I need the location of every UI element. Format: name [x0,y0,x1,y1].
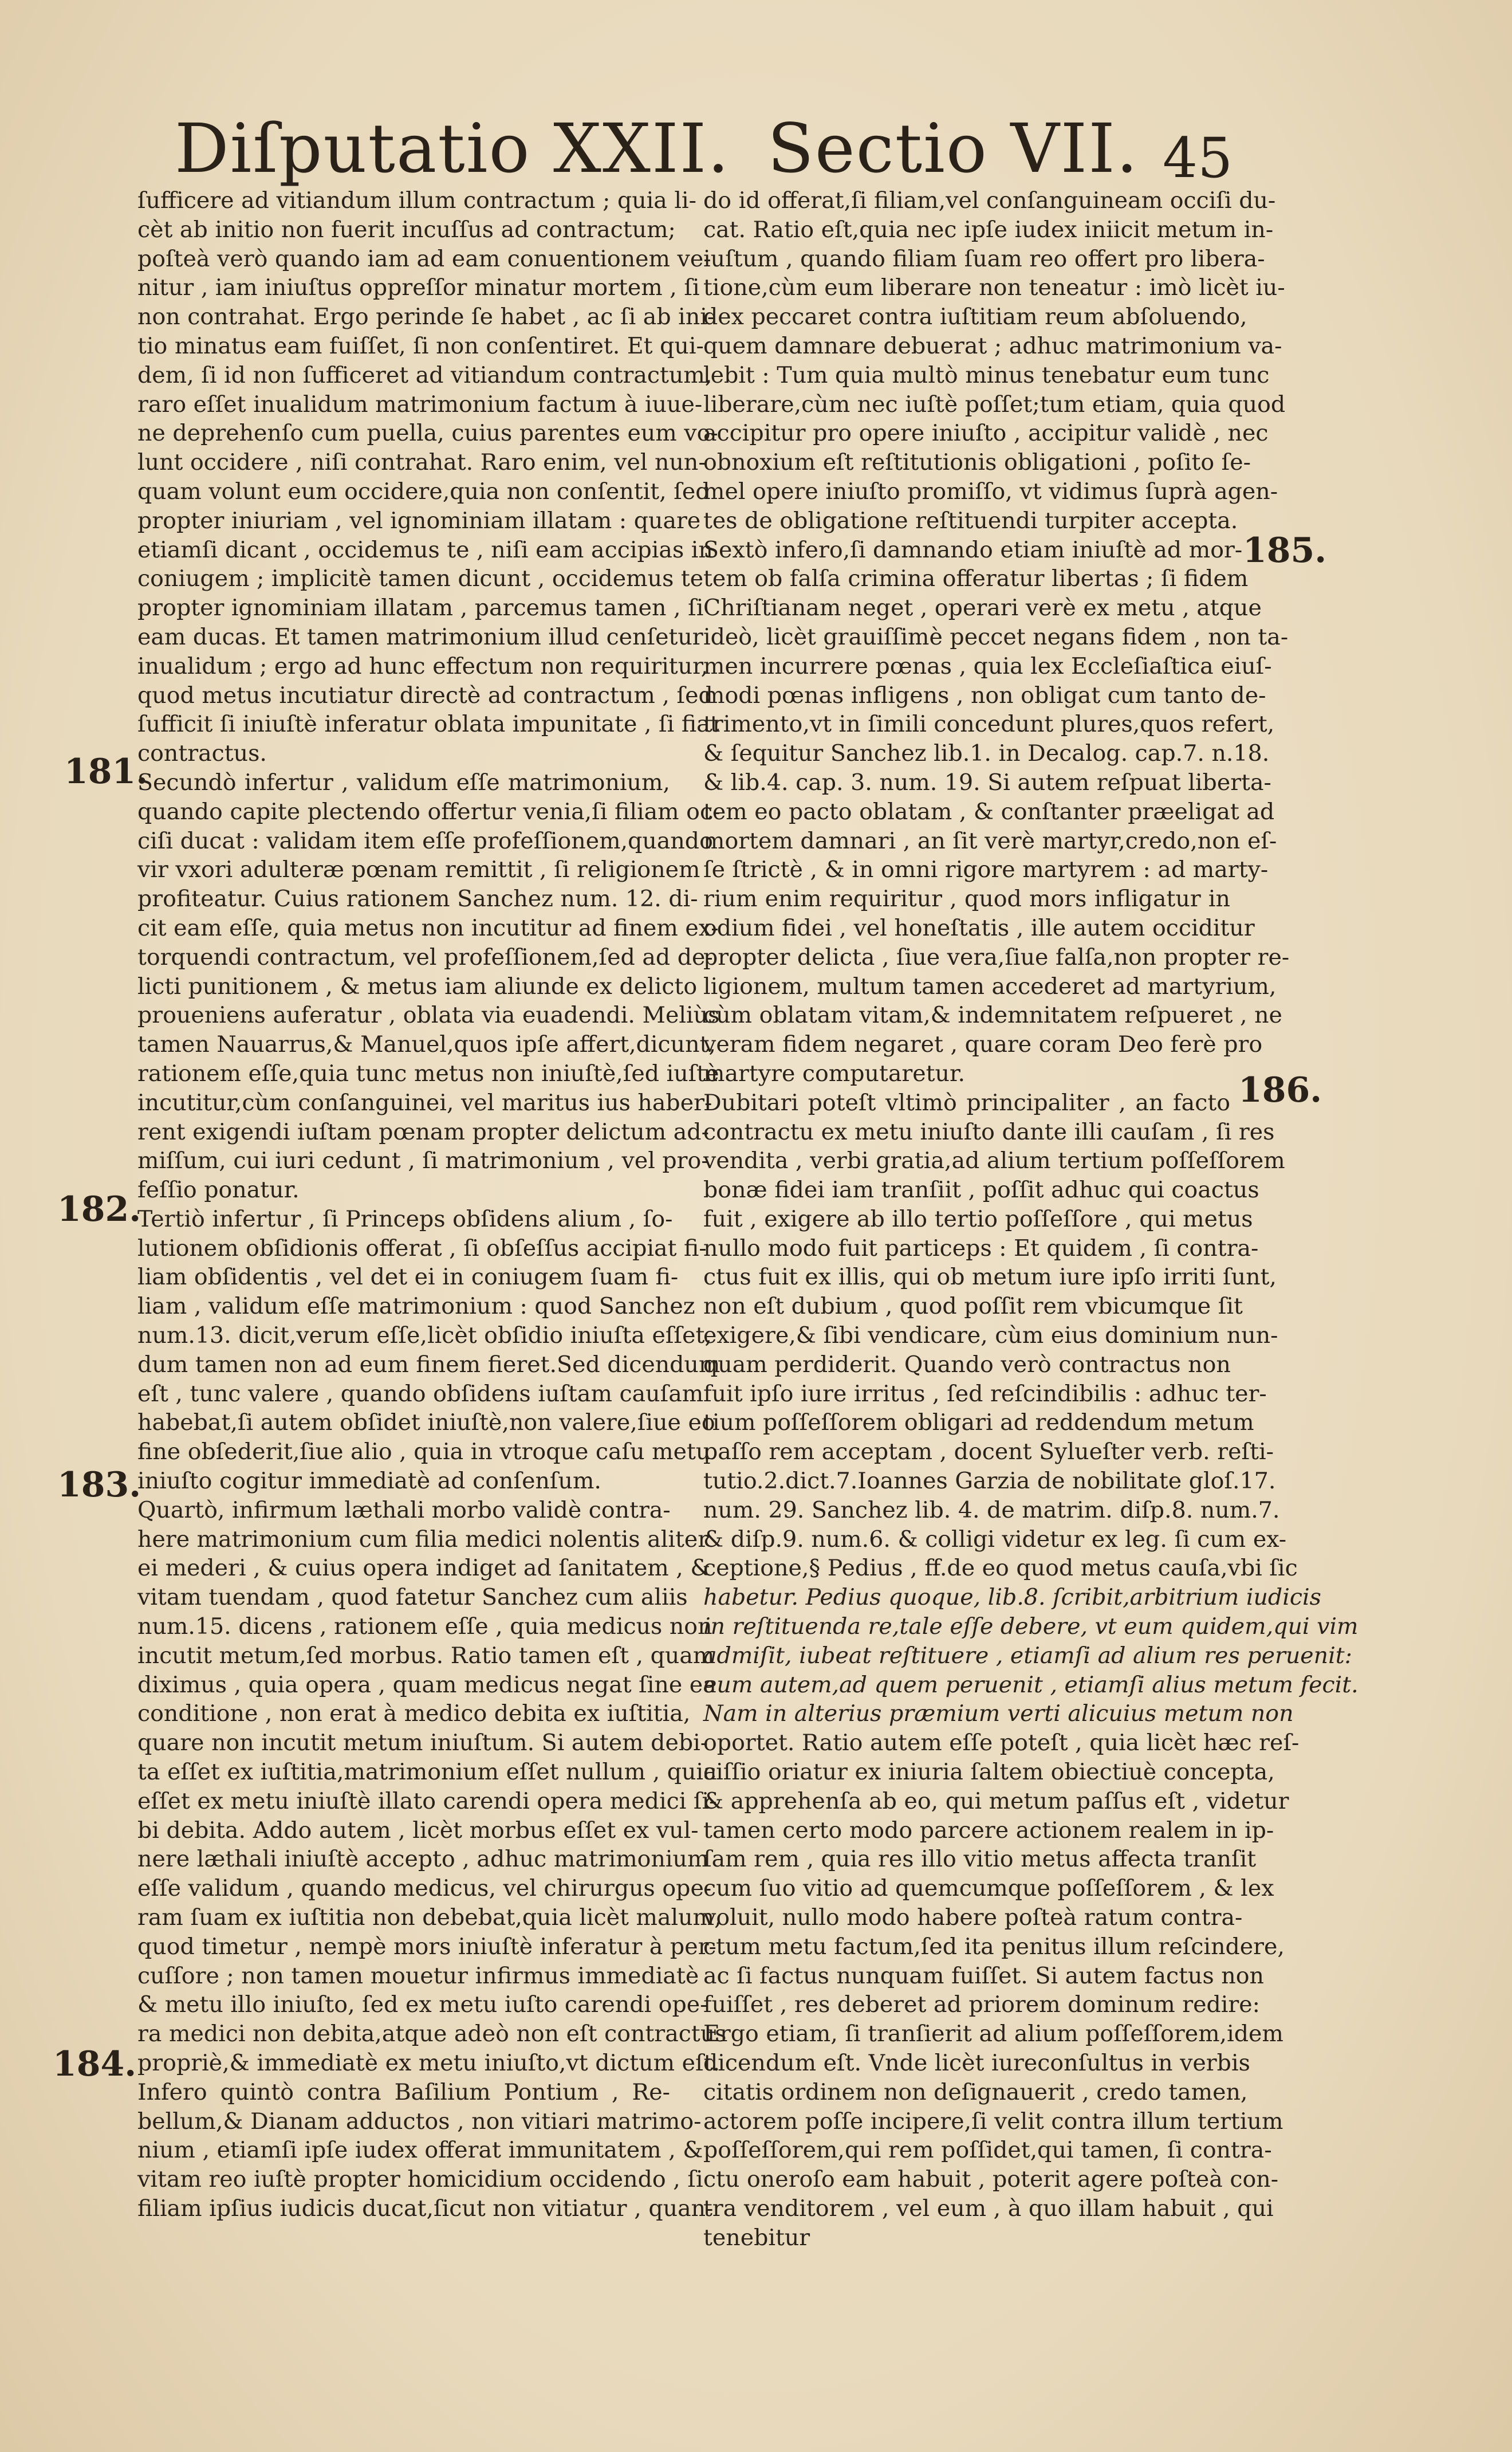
text-line: quam volunt eum occidere,quia non conſentit, ſed [137,478,710,505]
text-line: ſufficere ad vitiandum illum contractum ; quia li- [137,187,697,214]
text-line: vitam tuendam , quod fatetur Sanchez cum aliis [137,1584,688,1611]
text-line: & apprehenſa ab eo, qui metum paſſus eſt , videtur [703,1787,1289,1814]
text-line: lebit : Tum quia multò minus tenebatur eum tunc [703,361,1270,388]
text-line: ei mederi , & cuius opera indiget ad ſanitatem , & [137,1555,711,1582]
text-line: licti punitionem , & metus iam aliunde ex delicto [137,973,698,1000]
text-line: do id offerat,ſi filiam,vel conſanguineam occiſi du- [703,187,1276,214]
text-line: liam obſidentis , vel det ei in coniugem ſuam fi- [137,1264,679,1291]
text-line: contractus. [137,740,267,767]
text-line: ciſi ducat : validam item eſſe profeſſionem,quando [137,827,713,854]
text-line: eam ducas. Et tamen matrimonium illud cenſetur [137,623,703,650]
text-line: citatis ordinem non deſignauerit , credo tamen, [703,2078,1248,2105]
text-line: ideò, licèt grauiſſimè peccet negans fidem , non ta- [703,623,1289,650]
text-line: modi pœnas infligens , non obligat cum tanto de- [703,682,1266,709]
text-line: Dubitari poteſt vltimò principaliter , an facto [703,1089,1230,1116]
text-line: exigere,& ſibi vendicare, cùm eius dominium nun- [703,1322,1278,1349]
text-line: tra venditorem , vel eum , à quo illam habuit , qui [703,2195,1274,2222]
text-line: diximus , quia opera , quam medicus negat ſine ea [137,1671,716,1698]
text-line: propter ignominiam illatam , parcemus tamen , ſi [137,595,704,622]
text-line: ctum metu factum,ſed ita penitus illum reſcindere, [703,1933,1285,1960]
text-line: tem eo pacto oblatam , & conſtanter præeligat ad [703,798,1275,825]
text-line: ta eſſet ex iuſtitia,matrimonium eſſet nullum , quia [137,1759,717,1786]
text-line: dex peccaret contra iuſtitiam reum abſoluendo, [703,304,1247,331]
text-line: eſt , tunc valere , quando obſidens iuſtam cauſam [137,1380,704,1407]
text-line: rium enim requiritur , quod mors infligatur in [703,886,1230,913]
text-line: ne deprehenſo cum puella, cuius parentes eum vo- [137,420,718,447]
text-line: vir vxori adulteræ pœnam remittit , ſi religionem [137,856,700,883]
text-line: torquendi contractum, vel profeſſionem,ſed ad de- [137,944,713,970]
text-line: conditione , non erat à medico debita ex iuſtitia, [137,1700,691,1727]
text-line: ra medici non debita,atque adeò non eſt contractus [137,2021,727,2048]
text-line: here matrimonium cum filia medici nolentis aliter [137,1526,709,1553]
text-line: mortem damnari , an ſit verè martyr,credo,non eſ- [703,827,1277,854]
margin-number-181: 181. [64,752,148,792]
text-line: ciſſio oriatur ex iniuria ſaltem obiectiuè concepta, [703,1759,1275,1786]
text-line: ſe ſtrictè , & in omni rigore martyrem : ad marty- [703,856,1269,883]
text-line: incutitur,cùm conſanguinei, vel maritus ius haber- [137,1089,712,1116]
text-line: num.13. dicit,verum eſſe,licèt obſidio iniuſta eſſet, [137,1322,712,1349]
page-number: 45 [1163,126,1233,190]
text-line: & diſp.9. num.6. & colligi videtur ex leg. ſi cum ex- [703,1526,1287,1553]
text-line: raro eſſet inualidum matrimonium factum à iuue- [137,391,703,418]
text-line: quod metus incutiatur directè ad contractum , ſed [137,682,713,709]
text-line: quem damnare debuerat ; adhuc matrimonium va- [703,332,1282,359]
text-line: profiteatur. Cuius rationem Sanchez num. 12. di- [137,886,698,913]
text-line: Ergo etiam, ſi tranſierit ad alium poſſeſſorem,idem [703,2021,1283,2048]
text-line: cuſſore ; non tamen mouetur infirmus immediatè [137,1962,699,1989]
text-line: admiſit, iubeat reſtituere , etiamſi ad alium res peruenit: [703,1642,1352,1669]
text-line: tium poſſeſſorem obligari ad reddendum metum [703,1409,1254,1436]
text-line: tione,cùm eum liberare non teneatur : imò licèt iu- [703,274,1285,301]
text-line: dicendum eſt. Vnde licèt iureconſultus in verbis [703,2050,1250,2076]
section-title: Sectio VII. [767,109,1139,188]
text-line: iuſtum , quando filiam ſuam reo offert pro libera- [703,245,1265,272]
disputation-title: Diſputatio XXII. [175,109,730,188]
text-line: incutit metum,ſed morbus. Ratio tamen eſt , quam [137,1642,715,1669]
text-line: liberare,cùm nec iuſtè poſſet;tum etiam, quia quod [703,391,1286,418]
text-line: cit eam eſſe, quia metus non incutitur ad finem ex- [137,914,719,941]
text-line: & lib.4. cap. 3. num. 19. Si autem reſpuat liberta- [703,769,1271,796]
text-line: propter iniuriam , vel ignominiam illatam : quare [137,507,701,534]
text-line: inualidum ; ergo ad hunc effectum non requiritur, [137,653,708,679]
text-line: cèt ab initio non fuerit incuſſus ad contractum; [137,216,676,243]
text-line: vitam reo iuſtè propter homicidium occidendo , ſi [137,2166,703,2193]
text-line: oportet. Ratio autem eſſe poteſt , quia licèt hæc reſ- [703,1730,1300,1757]
text-line: contractu ex metu iniuſto dante illi cauſam , ſi res [703,1118,1275,1145]
text-line: dum tamen non ad eum finem fieret.Sed dicendum [137,1351,720,1378]
text-line: martyre computaretur. [703,1060,966,1087]
text-line: ſam rem , quia res illo vitio metus affecta tranſit [703,1846,1257,1873]
text-line: Tertiò infertur , ſi Princeps obſidens alium , ſo- [137,1205,673,1232]
text-line: Chriſtianam neget , operari verè ex metu , atque [703,595,1262,622]
left-text-column [137,186,727,2223]
text-line: Secundò infertur , validum eſſe matrimonium, [137,769,670,796]
text-line: Infero quintò contra Baſilium Pontium , Re- [137,2078,670,2105]
text-line: num.15. dicens , rationem eſſe , quia medicus non [137,1613,712,1640]
text-line: Nam in alterius præmium verti alicuius metum non [703,1700,1294,1727]
text-line: nitur , iam iniuſtus oppreſſor minatur mortem , ſi [137,274,700,301]
text-line: poſteà verò quando iam ad eam conuentionem ve- [137,245,711,272]
text-line: fuit ipſo iure irritus , ſed reſcindibilis : adhuc ter- [703,1380,1267,1407]
text-line: quare non incutit metum iniuſtum. Si autem debi- [137,1730,708,1757]
text-line: eſſe validum , quando medicus, vel chirurgus ope- [137,1875,712,1902]
text-line: cat. Ratio eſt,quia nec ipſe iudex iniicit metum in- [703,216,1274,243]
text-line: eſſet ex metu iniuſtè illato carendi opera medici ſi- [137,1787,717,1814]
text-line: tamen certo modo parcere actionem realem in ip- [703,1817,1274,1844]
margin-number-183: 183. [57,1465,141,1505]
text-line: liam , validum eſſe matrimonium : quod Sanchez [137,1293,695,1320]
text-line: coniugem ; implicitè tamen dicunt , occidemus te [137,565,704,592]
text-line: non contrahat. Ergo perinde ſe habet , ac ſi ab ini- [137,304,715,331]
text-line: tenebitur [703,2224,810,2251]
text-line: quam perdiderit. Quando verò contractus non [703,1351,1231,1378]
text-line: ſufficit ſi iniuſtè inferatur oblata impunitate , ſi fiat [137,711,719,738]
text-line: dem, ſi id non ſufficeret ad vitiandum contractum, [137,361,712,388]
text-line: men incurrere pœnas , quia lex Eccleſiaſtica eiuſ- [703,653,1272,679]
text-line: tio minatus eam fuiſſet, ſi non conſentiret. Et qui- [137,332,704,359]
text-line: accipitur pro opere iniuſto , accipitur validè , nec [703,420,1269,447]
text-line: Sextò infero,ſi damnando etiam iniuſtè ad mor- [703,536,1243,563]
text-line: rent exigendi iuſtam pœnam propter delictum ad- [137,1118,709,1145]
text-line: quod timetur , nempè mors iniuſtè inferatur à per- [137,1933,716,1960]
text-line: proueniens auferatur , oblata via euadendi. Meliùs [137,1002,720,1029]
text-line: propriè,& immediatè ex metu iniuſto,vt dictum eſt. [137,2050,720,2076]
text-line: cum ſuo vitio ad quemcumque poſſeſſorem , & lex [703,1875,1274,1902]
text-line: fuit , exigere ab illo tertio poſſeſſore , qui metus [703,1205,1253,1232]
text-line: nullo modo fuit particeps : Et quidem , ſi contra- [703,1235,1259,1262]
text-line: etiamſi dicant , occidemus te , niſi eam accipias in [137,536,713,563]
text-line: habebat,ſi autem obſidet iniuſtè,non valere,ſiue eo [137,1409,715,1436]
text-line: eum autem,ad quem peruenit , etiamſi alius metum fecit. [703,1671,1359,1698]
text-line: & ſequitur Sanchez lib.1. in Decalog. cap.7. n.18. [703,740,1270,767]
text-line: lutionem obſidionis offerat , ſi obſeſſus accipiat fi- [137,1235,707,1262]
text-line: bi debita. Addo autem , licèt morbus eſſet ex vul- [137,1817,699,1844]
text-line: bonæ fidei iam tranſiit , poſſit adhuc qui coactus [703,1177,1259,1204]
text-line: tes de obligatione reſtituendi turpiter accepta. [703,507,1238,534]
text-line: non eſt dubium , quod poſſit rem vbicumque ſit [703,1293,1243,1320]
text-line: voluit, nullo modo habere poſteà ratum contra- [703,1904,1243,1931]
text-line: bellum,& Dianam adductos , non vitiari matrimo- [137,2108,702,2135]
text-line: fuiſſet , res deberet ad priorem dominum redire: [703,1991,1260,2018]
text-line: habetur. Pedius quoque, lib.8. ſcribit,arbitrium iudicis [703,1584,1321,1611]
text-line: propter delicta , ſiue vera,ſiue falſa,non propter re- [703,944,1290,970]
text-line: tem ob falſa crimina offeratur libertas ; ſi fidem [703,565,1249,592]
text-line: actorem poſſe incipere,ſi velit contra illum tertium [703,2108,1283,2135]
text-line: lunt occidere , niſi contrahat. Raro enim, vel nun- [137,449,706,476]
text-line: nere læthali iniuſtè accepto , adhuc matrimonium [137,1846,709,1873]
text-line: ceptione,§ Pedius , ff.de eo quod metus cauſa,vbi ſic [703,1555,1298,1582]
text-line: ac ſi factus nunquam fuiſſet. Si autem factus non [703,1962,1264,1989]
text-line: poſſeſſorem,qui rem poſſidet,qui tamen, ſi contra- [703,2137,1272,2164]
margin-number-182: 182. [57,1189,141,1229]
text-line: rationem eſſe,quia tunc metus non iniuſtè,ſed iuſtè [137,1060,719,1087]
text-line: nium , etiamſi ipſe iudex offerat immunitatem , & [137,2137,703,2164]
margin-number-184: 184. [53,2044,137,2084]
text-line: num. 29. Sanchez lib. 4. de matrim. diſp.8. num.7. [703,1496,1280,1523]
text-line: vendita , verbi gratia,ad alium tertium poſſeſſorem [703,1148,1285,1174]
margin-number-186: 186. [1238,1070,1322,1110]
text-line: mel opere iniuſto promiſſo, vt vidimus ſuprà agen- [703,478,1278,505]
text-line: trimento,vt in ſimili concedunt plures,quos refert, [703,711,1275,738]
text-line: fine obſederit,ſiue alio , quia in vtroque caſu metu [137,1439,711,1465]
text-line: ctu oneroſo eam habuit , poterit agere poſteà con- [703,2166,1279,2193]
margin-number-185: 185. [1243,531,1327,571]
text-line: & metu illo iniuſto, ſed ex metu iuſto carendi ope- [137,1991,708,2018]
text-line: ctus fuit ex illis, qui ob metum iure ipſo irriti ſunt, [703,1264,1277,1291]
text-line: quando capite plectendo offertur venia,ſi filiam oc- [137,798,720,825]
text-line: cùm oblatam vitam,& indemnitatem reſpueret , ne [703,1002,1282,1029]
text-line: tutio.2.dict.7.Ioannes Garzia de nobilitate gloſ.17. [703,1468,1276,1495]
text-line: miſſum, cui iuri cedunt , ſi matrimonium , vel pro- [137,1148,709,1174]
text-line: ligionem, multum tamen accederet ad martyrium, [703,973,1277,1000]
text-line: iniuſto cogitur immediatè ad conſenſum. [137,1468,601,1495]
text-line: Quartò, infirmum læthali morbo validè contra- [137,1496,671,1523]
text-line: tamen Nauarrus,& Manuel,quos ipſe affert,dicunt, [137,1031,716,1058]
text-line: paſſo rem acceptam , docent Sylueſter verb. reſti- [703,1439,1274,1465]
text-line: in reſtituenda re,tale eſſe debere, vt eum quidem,qui vim [703,1613,1359,1640]
text-line: veram fidem negaret , quare coram Deo ferè pro [703,1031,1263,1058]
text-line: feſſio ponatur. [137,1177,300,1204]
text-line: obnoxium eſt reſtitutionis obligationi , poſito ſe- [703,449,1251,476]
text-line: odium fidei , vel honeſtatis , ille autem occiditur [703,914,1255,941]
text-line: filiam ipſius iudicis ducat,ſicut non vitiatur , quan- [137,2195,714,2222]
text-line: ram ſuam ex iuſtitia non debebat,quia licèt malum, [137,1904,722,1931]
